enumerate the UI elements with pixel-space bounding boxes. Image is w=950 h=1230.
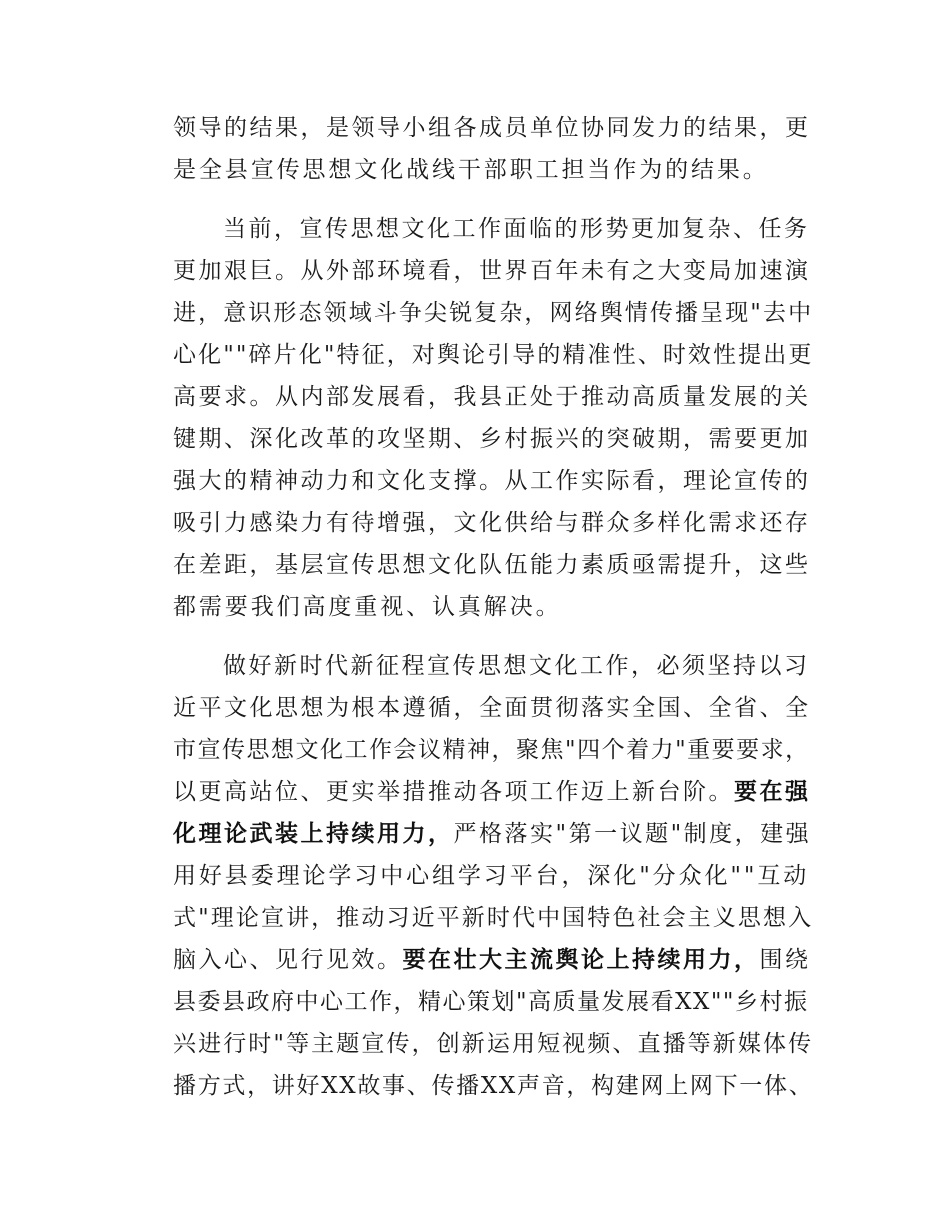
- text-segment: 兴进行时"等主题宣传，创新运用短视频、直播等新媒体传: [173, 1031, 814, 1057]
- text-line: [173, 1065, 813, 1107]
- text-line: [173, 502, 813, 544]
- paragraph-first-line: [223, 208, 813, 250]
- text-segment: 近平文化思想为根本遵循，全面贯彻落实全国、全省、全: [173, 695, 811, 721]
- text-segment: 心化""碎片化"特征，对舆论引导的精准性、时效性提出更: [173, 342, 814, 368]
- text-line: [173, 981, 813, 1023]
- text-segment: 市宣传思想文化工作会议精神，聚焦"四个着力"重要要求，: [173, 737, 810, 763]
- text-line: [173, 586, 813, 628]
- text-line: [173, 771, 813, 813]
- bold-heading-segment: 要在强: [734, 779, 811, 805]
- text-segment: 以更高站位、更实举措推动各项工作迈上新台阶。: [173, 779, 734, 805]
- text-line: [173, 855, 813, 897]
- bold-heading-segment: 要在壮大主流舆论上持续用力，: [402, 947, 760, 973]
- text-line: [173, 460, 813, 502]
- text-line: [173, 149, 813, 191]
- text-line: [173, 250, 813, 292]
- paragraph-first-line: [223, 645, 813, 687]
- text-line: [173, 544, 813, 586]
- text-line: [173, 897, 813, 939]
- text-line: [173, 729, 813, 771]
- text-segment: 当前，宣传思想文化工作面临的形势更加复杂、任务: [223, 216, 810, 242]
- text-line: [173, 687, 813, 729]
- text-line: [173, 418, 813, 460]
- text-segment: 更加艰巨。从外部环境看，世界百年未有之大变局加速演: [173, 258, 811, 284]
- text-segment: 强大的精神动力和文化支撑。从工作实际看，理论宣传的: [173, 468, 811, 494]
- text-line: [173, 939, 813, 981]
- text-line: [173, 334, 813, 376]
- text-segment: 键期、深化改革的攻坚期、乡村振兴的突破期，需要更加: [173, 426, 811, 452]
- text-segment: 式"理论宣讲，推动习近平新时代中国特色社会主义思想入: [173, 905, 814, 931]
- text-segment: 在差距，基层宣传思想文化队伍能力素质亟需提升，这些: [173, 552, 811, 578]
- text-segment: 脑入心、见行见效。: [173, 947, 403, 973]
- text-line: [173, 1023, 813, 1065]
- text-line: [173, 376, 813, 418]
- text-segment: 做好新时代新征程宣传思想文化工作，必须坚持以习: [223, 653, 810, 679]
- text-segment: 用好县委理论学习中心组学习平台，深化"分众化""互动: [173, 863, 810, 889]
- text-segment: 吸引力感染力有待增强，文化供给与群众多样化需求还存: [173, 510, 811, 536]
- text-segment: 围绕: [759, 947, 811, 973]
- text-segment: 严格落实"第一议题"制度，建强: [453, 821, 812, 847]
- text-segment: 领导的结果，是领导小组各成员单位协同发力的结果，更: [173, 115, 811, 141]
- text-segment: 县委县政府中心工作，精心策划"高质量发展看XX""乡村振: [173, 989, 809, 1015]
- bold-heading-segment: 化理论武装上持续用力，: [173, 821, 454, 847]
- text-segment: 是全县宣传思想文化战线干部职工担当作为的结果。: [173, 157, 769, 183]
- text-line: [173, 107, 813, 149]
- text-segment: 高要求。从内部发展看，我县正处于推动高质量发展的关: [173, 384, 811, 410]
- text-line: [173, 292, 813, 334]
- text-segment: 播方式，讲好XX故事、传播XX声音，构建网上网下一体、: [173, 1073, 814, 1099]
- text-segment: 都需要我们高度重视、认真解决。: [173, 594, 562, 620]
- text-segment: 进，意识形态领域斗争尖锐复杂，网络舆情传播呈现"去中: [173, 300, 814, 326]
- text-line: [173, 813, 813, 855]
